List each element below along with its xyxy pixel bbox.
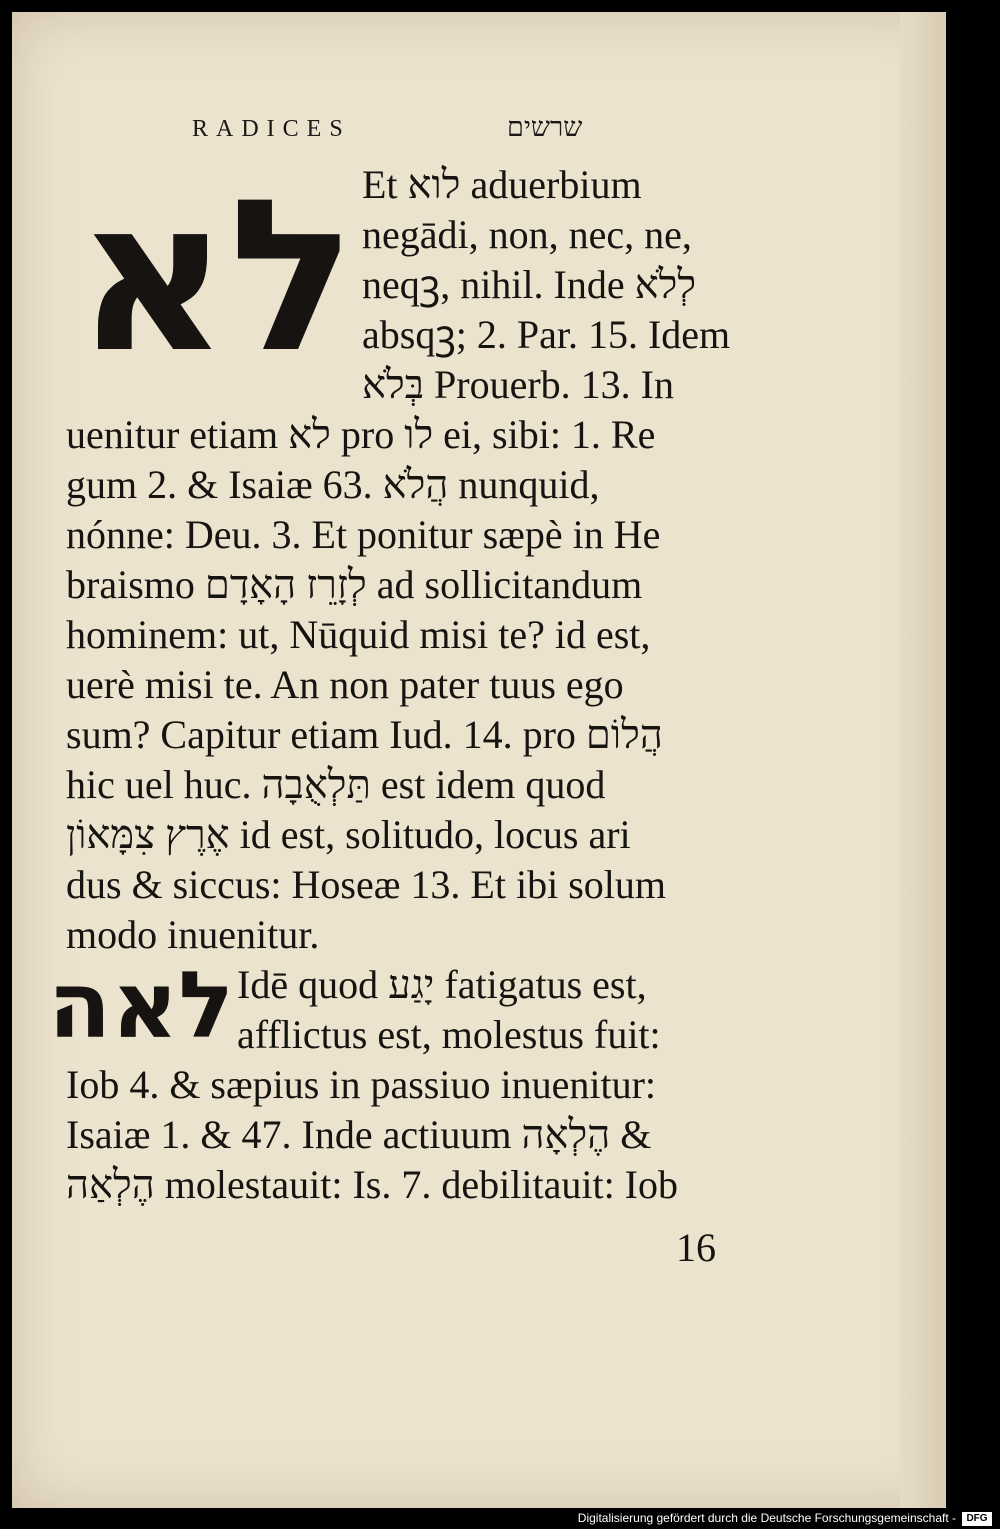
- page-edge-shadow: [900, 12, 946, 1508]
- dfg-logo: DFG: [962, 1512, 992, 1526]
- text-line: braismo לְזָרֵז הָאָדָם ad sollicitandum: [66, 562, 643, 607]
- text-line: Idē quod יָגַע fatigatus est,: [237, 962, 647, 1007]
- page-number: 16: [676, 1225, 716, 1270]
- text-line: hic uel huc. תַּלְאֻבָה est idem quod: [66, 762, 606, 807]
- text-line: hominem: ut, Nūquid misi te? id est,: [66, 612, 651, 657]
- text-line: nónne: Deu. 3. Et ponitur sæpè in He: [66, 512, 661, 557]
- running-head-hebrew: שרשים: [507, 112, 583, 143]
- text-line: Isaiæ 1. & 47. Inde actiuum הֶלְאָה &: [66, 1112, 652, 1157]
- footer-bar: [0, 1508, 1000, 1529]
- initial-hebrew-lamed-aleph: לא: [76, 154, 356, 399]
- text-line: uenitur etiam לא pro לו ei, sibi: 1. Re: [66, 412, 656, 457]
- text-line: uerè misi te. An non pater tuus ego: [66, 662, 624, 707]
- text-line: Iob 4. & sæpius in passiuo inuenitur:: [66, 1062, 656, 1107]
- running-head-latin: RADICES: [192, 116, 351, 142]
- initial-hebrew-lamed-aleph-he: לאה: [48, 952, 234, 1059]
- text-line: negādi, non, nec, ne,: [362, 212, 692, 257]
- text-line: בְּלֹא Prouerb. 13. In: [362, 362, 674, 407]
- footer-credit: Digitalisierung gefördert durch die Deutsche Forschungsgemeinschaft -: [577, 1511, 956, 1525]
- text-line: afflictus est, molestus fuit:: [237, 1012, 661, 1057]
- text-line: Et לוא aduerbium: [362, 162, 642, 207]
- text-line: sum? Capitur etiam Iud. 14. pro הֲלוֹם: [66, 712, 663, 757]
- text-line: gum 2. & Isaiæ 63. הֲלֹא nunquid,: [66, 462, 600, 507]
- text-line: אֶרֶץ צִמָּאוֹן id est, solitudo, locus ari: [66, 812, 631, 857]
- text-line: neqꝫ, nihil. Inde לְלֹא: [362, 262, 697, 307]
- book-page: [12, 12, 946, 1508]
- text-line: absqꝫ; 2. Par. 15. Idem: [362, 312, 731, 357]
- text-line: modo inuenitur.: [66, 912, 320, 957]
- text-line: dus & siccus: Hoseæ 13. Et ibi solum: [66, 862, 666, 907]
- text-line: הֶלְאַה molestauit: Is. 7. debilitauit: Iob: [66, 1162, 678, 1207]
